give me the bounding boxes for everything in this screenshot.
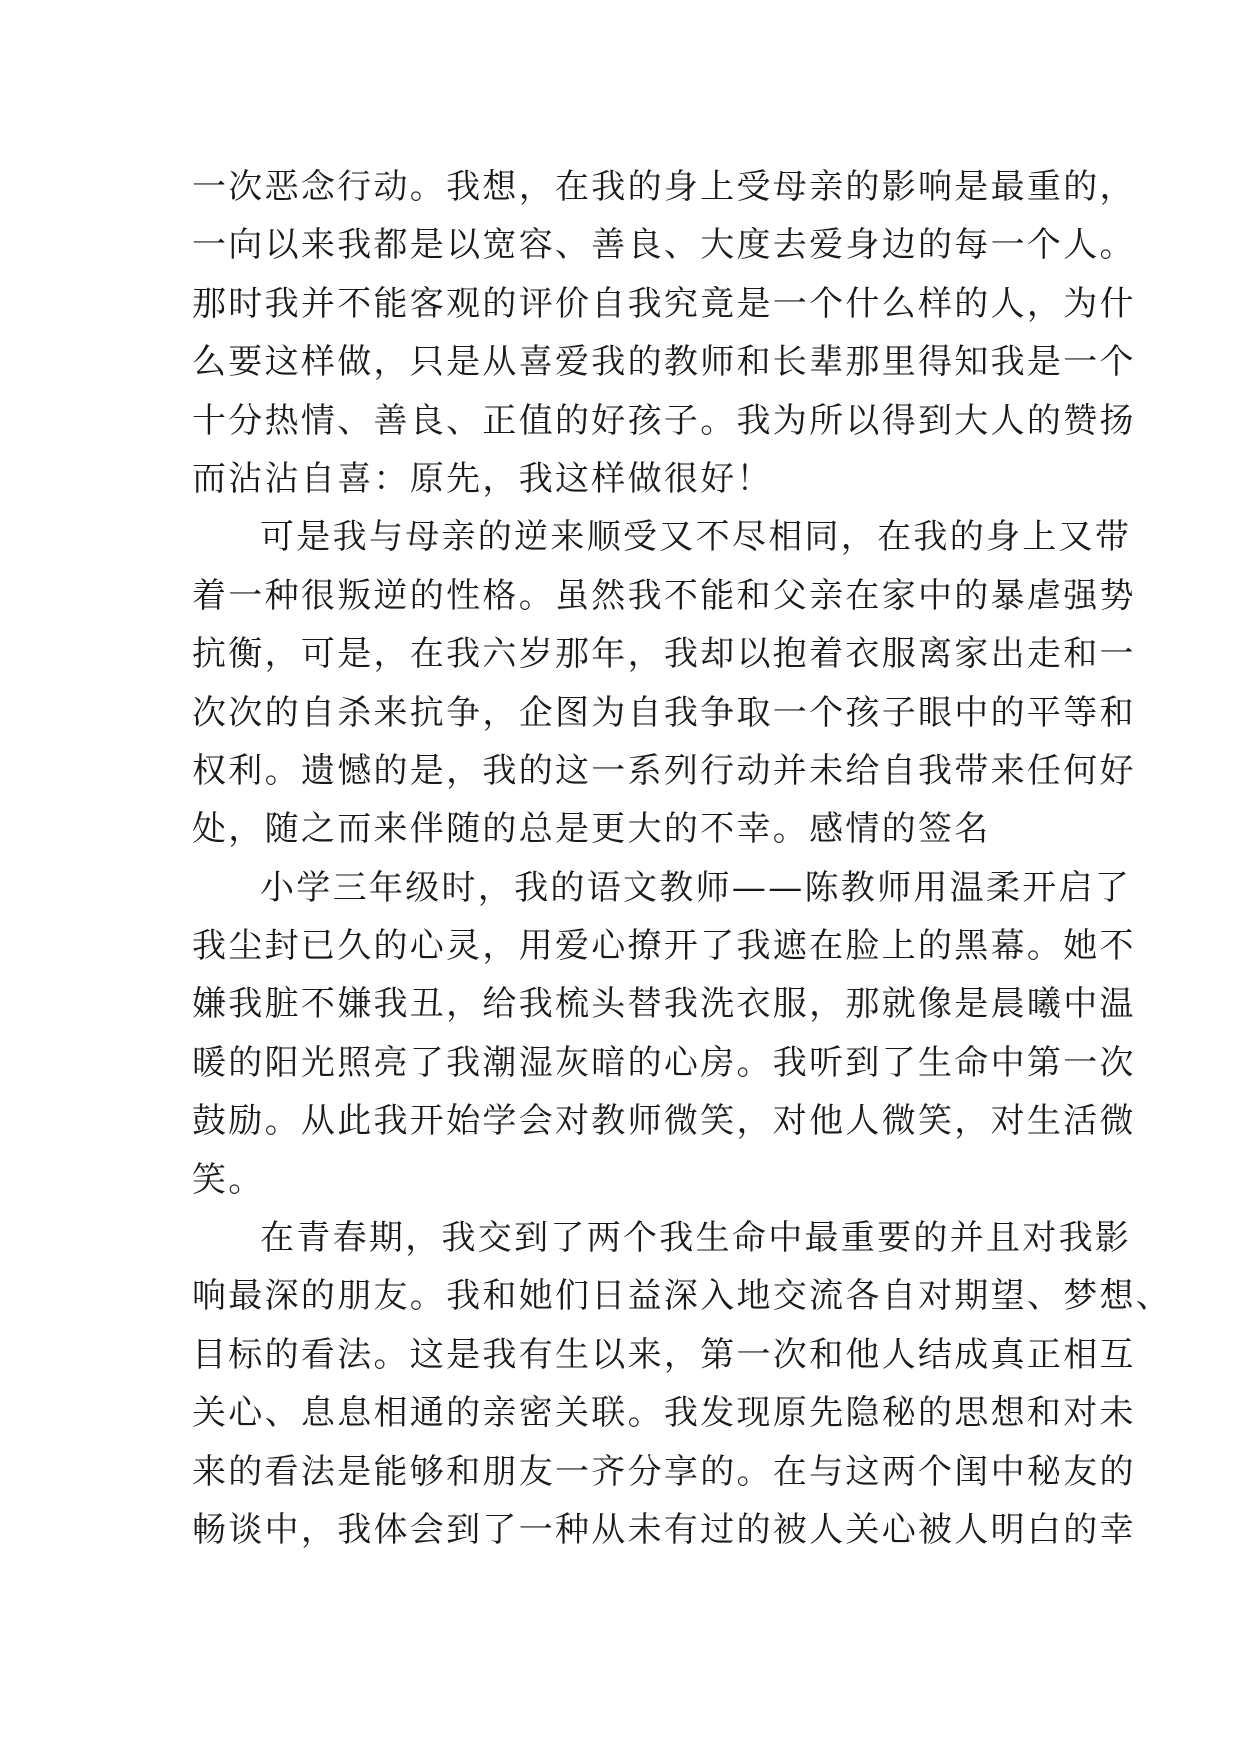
text-line: 着一种很叛逆的性格。虽然我不能和父亲在家中的暴虐强势: [192, 575, 1136, 616]
text-line: 抗衡，可是，在我六岁那年，我却以抱着衣服离家出走和一: [192, 634, 1136, 675]
text-line: 鼓励。从此我开始学会对教师微笑，对他人微笑，对生活微: [192, 1101, 1136, 1142]
paragraph-1: [192, 158, 1136, 508]
text-line: 小学三年级时，我的语文教师——陈教师用温柔开启了: [260, 867, 1132, 908]
paragraph-4: [192, 1209, 1173, 1559]
paragraph-3: [192, 859, 1136, 1209]
text-line: 权利。遗憾的是，我的这一系列行动并未给自我带来任何好: [192, 750, 1136, 791]
text-line: 暖的阳光照亮了我潮湿灰暗的心房。我听到了生命中第一次: [192, 1042, 1136, 1083]
text-line: 关心、息息相通的亲密关联。我发现原先隐秘的思想和对未: [192, 1393, 1136, 1434]
text-line: 畅谈中，我体会到了一种从未有过的被人关心被人明白的幸: [192, 1509, 1136, 1550]
text-line: 在青春期，我交到了两个我生命中最重要的并且对我影: [260, 1218, 1132, 1259]
text-line: 笑。: [192, 1159, 265, 1200]
text-line: 而沾沾自喜：原先，我这样做很好！: [192, 458, 773, 499]
text-line: 么要这样做，只是从喜爱我的教师和长辈那里得知我是一个: [192, 342, 1136, 383]
text-line: 一次恶念行动。我想，在我的身上受母亲的影响是最重的，: [192, 167, 1136, 207]
text-line: 一向以来我都是以宽容、善良、大度去爱身边的每一个人。: [192, 225, 1136, 266]
text-line: 来的看法是能够和朋友一齐分享的。在与这两个闺中秘友的: [192, 1451, 1136, 1492]
text-line: 可是我与母亲的逆来顺受又不尽相同，在我的身上又带: [260, 517, 1132, 558]
text-line: 目标的看法。这是我有生以来，第一次和他人结成真正相互: [192, 1334, 1136, 1375]
text-line: 次次的自杀来抗争，企图为自我争取一个孩子眼中的平等和: [192, 692, 1136, 733]
text-line: 我尘封已久的心灵，用爱心撩开了我遮在脸上的黑幕。她不: [192, 926, 1136, 967]
text-line: 响最深的朋友。我和她们日益深入地交流各自对期望、梦想、: [192, 1276, 1173, 1317]
text-line: 十分热情、善良、正值的好孩子。我为所以得到大人的赞扬: [192, 400, 1136, 441]
paragraph-2: [192, 508, 1136, 858]
document-body: [192, 158, 1173, 1559]
text-line: 嫌我脏不嫌我丑，给我梳头替我洗衣服，那就像是晨曦中温: [192, 984, 1136, 1025]
text-line: 处，随之而来伴随的总是更大的不幸。感情的签名: [192, 809, 991, 850]
text-line: 那时我并不能客观的评价自我究竟是一个什么样的人，为什: [192, 283, 1136, 324]
